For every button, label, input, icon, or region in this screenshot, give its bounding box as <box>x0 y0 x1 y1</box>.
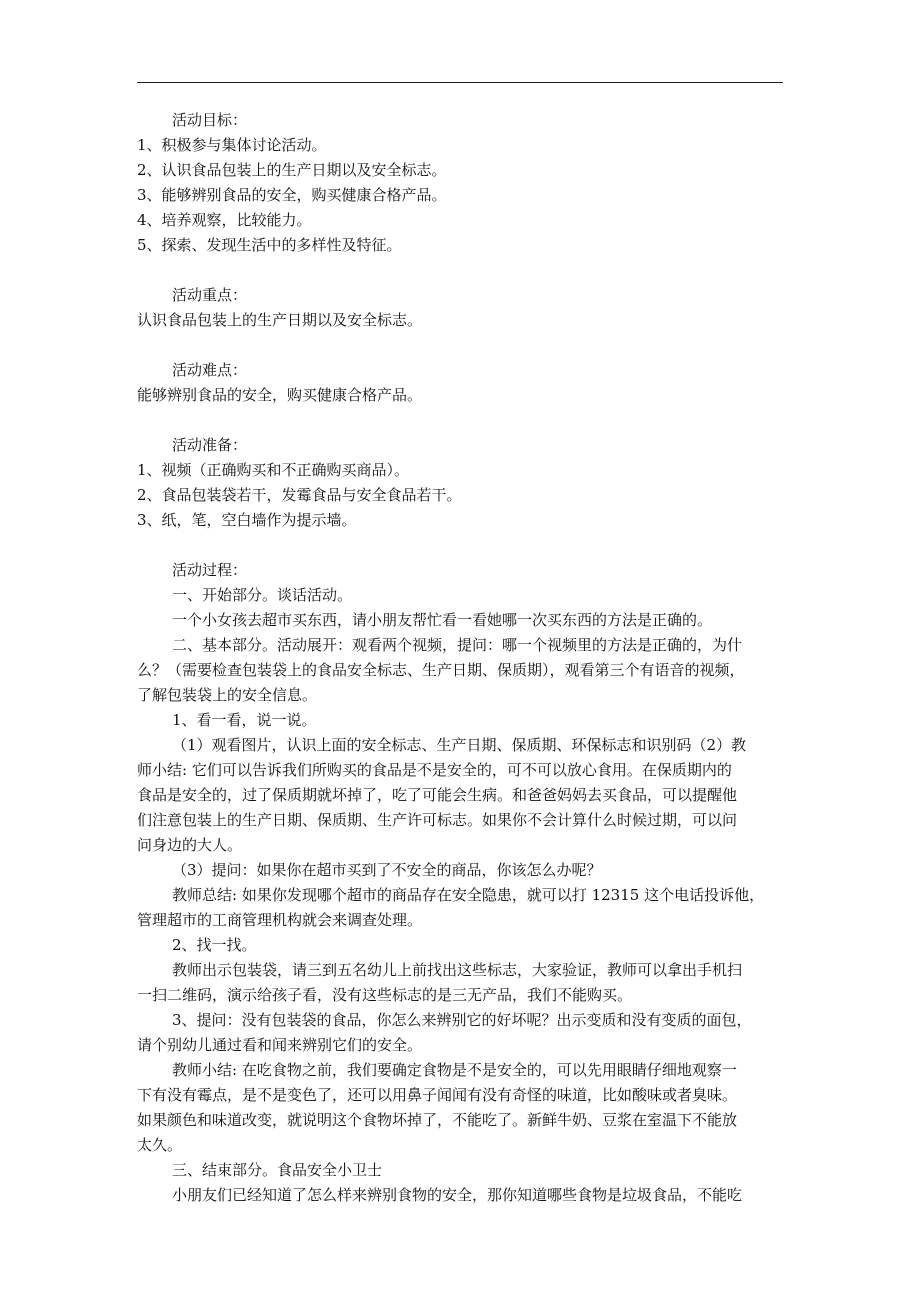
goal-item: 3、能够辨别食品的安全，购买健康合格产品。 <box>137 186 447 204</box>
paragraph-line: 请个别幼儿通过看和闻来辨别它们的安全。 <box>137 1036 423 1054</box>
paragraph: 三、结束部分。食品安全小卫士 <box>172 1161 383 1179</box>
paragraph-line: 管理超市的工商管理机构就会来调查处理。 <box>137 911 423 929</box>
paragraph: 2、找一找。 <box>172 936 257 954</box>
paragraph-line: 师小结: 它们可以告诉我们所购买的食品是不是安全的，可不可以放心食用。在保质期内的 <box>137 761 732 779</box>
prep-item: 2、食品包装袋若干，发霉食品与安全食品若干。 <box>137 486 462 504</box>
goal-item: 1、积极参与集体讨论活动。 <box>137 136 327 154</box>
paragraph-line: 教师总结: 如果你发现哪个超市的商品存在安全隐患，就可以打 12315 这个电话投诉他， <box>172 886 765 904</box>
paragraph: 1、看一看，说一说。 <box>172 711 317 729</box>
paragraph-line: 太久。 <box>137 1136 183 1154</box>
difficulty-heading: 活动难点： <box>172 361 248 379</box>
goal-item: 5、探索、发现生活中的多样性及特征。 <box>137 236 402 254</box>
paragraph: 一个小女孩去超市买东西，请小朋友帮忙看一看她哪一次买东西的方法是正确的。 <box>172 611 713 629</box>
paragraph-line: 食品是安全的，过了保质期就坏掉了，吃了可能会生病。和爸爸妈妈去买食品，可以提醒他 <box>137 786 738 804</box>
paragraph-line: 一扫二维码，演示给孩子看，没有这些标志的是三无产品，我们不能购买。 <box>137 986 633 1004</box>
paragraph: 一、开始部分。谈话活动。 <box>172 586 353 604</box>
paragraph-line: 3、提问：没有包装袋的食品，你怎么来辨别它的好坏呢？出示变质和没有变质的面包， <box>172 1011 752 1029</box>
difficulty-text: 能够辨别食品的安全，购买健康合格产品。 <box>137 386 423 404</box>
paragraph-line: 下有没有霉点，是不是变色了，还可以用鼻子闻闻有没有奇怪的味道，比如酸味或者臭味。 <box>137 1086 738 1104</box>
paragraph-line: 么？（需要检查包装袋上的食品安全标志、生产日期、保质期），观看第三个有语音的视频， <box>137 661 745 679</box>
header-rule <box>137 82 783 83</box>
paragraph-line: 教师小结: 在吃食物之前，我们要确定食物是不是安全的，可以先用眼睛仔细地观察一 <box>172 1061 737 1079</box>
paragraph-line: （1）观看图片，认识上面的安全标志、生产日期、保质期、环保标志和识别码（2）教 <box>172 736 747 754</box>
goal-item: 2、认识食品包装上的生产日期以及安全标志。 <box>137 161 447 179</box>
document-body <box>137 108 787 1208</box>
prep-item: 1、视频（正确购买和不正确购买商品）。 <box>137 461 410 479</box>
paragraph-line: 们注意包装上的生产日期、保质期、生产许可标志。如果你不会计算什么时候过期，可以问 <box>137 811 738 829</box>
paragraph-line: 教师出示包装袋，请三到五名幼儿上前找出这些标志，大家验证，教师可以拿出手机扫 <box>172 961 743 979</box>
paragraph-line: 小朋友们已经知道了怎么样来辨别食物的安全，那你知道哪些食物是垃圾食品，不能吃 <box>172 1186 743 1204</box>
process-heading: 活动过程： <box>172 561 248 579</box>
paragraph-line: 二、基本部分。活动展开：观看两个视频，提问：哪一个视频里的方法是正确的，为什 <box>172 636 743 654</box>
focus-text: 认识食品包装上的生产日期以及安全标志。 <box>137 311 423 329</box>
goal-heading: 活动目标： <box>172 111 248 129</box>
focus-heading: 活动重点： <box>172 286 248 304</box>
paragraph-line: 了解包装袋上的安全信息。 <box>137 686 318 704</box>
paragraph: （3）提问：如果你在超市买到了不安全的商品，你该怎么办呢？ <box>172 861 602 879</box>
prep-item: 3、纸，笔，空白墙作为提示墙。 <box>137 511 357 529</box>
paragraph-line: 如果颜色和味道改变，就说明这个食物坏掉了，不能吃了。新鲜牛奶、豆浆在室温下不能放 <box>137 1111 738 1129</box>
prep-heading: 活动准备： <box>172 436 248 454</box>
goal-item: 4、培养观察，比较能力。 <box>137 211 312 229</box>
paragraph-line: 问身边的大人。 <box>137 836 243 854</box>
